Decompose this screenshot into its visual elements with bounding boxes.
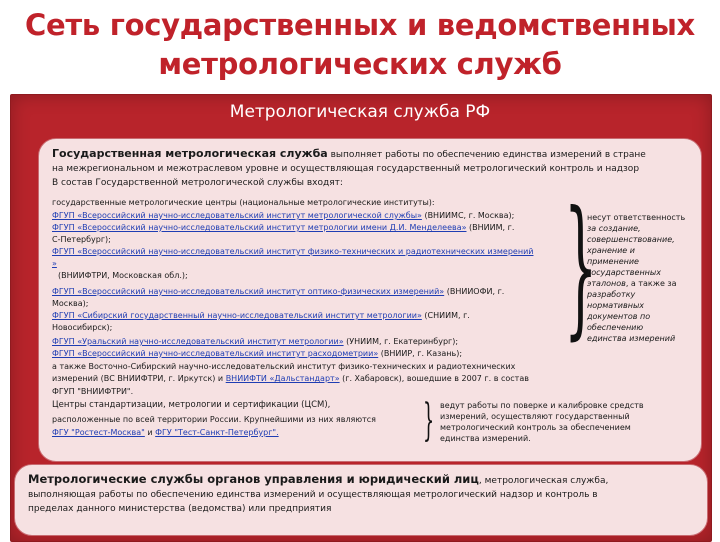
east-line3: ФГУП "ВНИИФТРИ". [52,387,134,396]
note-line: применение [587,257,639,266]
note-line: хранение и [587,246,635,255]
center-item [52,286,572,297]
rostest-link[interactable]: ФГУ "Ростест-Москва" [52,428,145,437]
csm-note-line: измерений, осуществляют государственный [440,412,630,421]
dept-service-desc1: , метрологическая служба, [478,476,609,486]
dept-service-desc2: выполняющая работы по обеспечению единства измерений и осуществляющая метрологический надзор и контроль в [28,490,598,500]
centers-intro: государственные метрологические центры (национальные метрологические институты): [52,198,435,207]
center-item [52,310,572,321]
center-item [52,336,572,347]
note-line: совершенствование, [587,235,675,244]
center-link-vniir[interactable]: ФГУП «Всероссийский научно-исследовательский институт расходометрии» [52,349,379,358]
east-line2-prefix: измерений (ВС ВНИИФТРИ, г. Иркутск) и [52,374,226,383]
center-link-uniim[interactable]: ФГУП «Уральский научно-исследовательский институт метрологии» [52,337,344,346]
state-service-heading-line [52,148,692,161]
center-suffix: (ВНИИОФИ, г. [444,287,505,296]
note-line: нормативных [587,301,644,310]
csm-and: и [144,428,156,437]
csm-links [52,427,432,438]
note-line [587,278,699,289]
center-suffix: (ВНИИР, г. Казань); [378,349,463,358]
center-suffix: (ВНИИМС, г. Москва); [421,211,515,220]
east-line2-suffix: (г. Хабаровск), вошедшие в 2007 г. в состав [339,374,529,383]
east-line1: а также Восточно-Сибирский научно-исследовательский институт физико-технических и радиотехнических [52,362,516,371]
center-suffix: (ВНИИФТРИ, Московская обл.); [58,271,188,280]
dept-service-heading-line [28,473,698,487]
center-link-vniiftri-end[interactable]: » [52,259,57,268]
state-service-heading: Государственная метрологическая служба [52,147,328,160]
center-link-vniiofi[interactable]: ФГУП «Всероссийский научно-исследовательский институт оптико-физических измерений» [52,287,445,296]
state-service-desc1: выполняет работы по обеспечению единства измерений в стране [327,150,646,160]
note-line: обеспечению [587,323,644,332]
state-service-desc2: на межрегиональном и межотраслевом уровне и осуществляющая государственный метрологический контроль и надзор [52,164,640,174]
center-link-vniims[interactable]: ФГУП «Всероссийский научно-исследовательский институт метрологической службы» [52,211,422,220]
csm-note [440,400,690,444]
center-cont: Новосибирск); [52,323,113,332]
center-cont: С-Петербург); [52,235,111,244]
center-suffix: (СНИИМ, г. [421,311,470,320]
page-title-line1: Сеть государственных и ведомственных [25,8,695,42]
note-line: за создание, [587,224,641,233]
csm-line1: Центры стандартизации, метрологии и сертификации (ЦСМ), [52,400,331,410]
note-line: государственных [587,268,661,277]
center-item [52,258,572,269]
csm-note-line: метрологический контроль за обеспечением [440,423,631,432]
dept-service-desc3: пределах данного министерства (ведомства) или предприятия [28,504,332,514]
test-spb-link[interactable]: ФГУ "Тест-Санкт-Петербург". [155,428,279,437]
dalstandart-link[interactable]: ВНИИФТИ «Дальстандарт» [225,374,340,383]
center-link-vniim[interactable]: ФГУП «Всероссийский научно-исследовательский институт метрологии имени Д.И. Менделеева» [52,223,467,232]
centers-note [587,212,699,344]
center-item [52,348,572,359]
note-line: документов по [587,312,651,321]
page-title-line2: метрологических служб [158,47,562,81]
center-item [52,210,572,221]
csm-note-line: ведут работы по поверке и калибровке средств [440,401,644,410]
center-link-vniiftri[interactable]: ФГУП «Всероссийский научно-исследовательский институт физико-технических и радиотехнических измерений [52,247,534,256]
centers-brace: } [564,180,598,354]
csm-brace: } [423,395,435,446]
center-suffix: (УНИИМ, г. Екатеринбург); [343,337,459,346]
note-line: единства измерений [587,334,676,343]
state-service-desc3: В состав Государственной метрологической службы входят: [52,178,343,188]
note-emph: эталонов [587,279,626,288]
note-line: разработку [587,290,636,299]
note-plain: , а также за [625,279,677,288]
center-cont: Москва); [52,299,89,308]
center-suffix: (ВНИИМ, г. [466,223,515,232]
center-item [52,222,572,233]
csm-note-line: единства измерений. [440,434,531,443]
panel-header: Метрологическая служба РФ [229,102,491,122]
east-line2 [52,373,612,384]
note-line: несут ответственность [587,213,686,222]
dept-service-heading: Метрологические службы органов управления и юридический лиц [28,472,479,486]
page-title [0,6,720,84]
center-link-sniim[interactable]: ФГУП «Сибирский государственный научно-исследовательский институт метрологии» [52,311,422,320]
center-item [52,246,572,257]
csm-line2: расположенные по всей территории России. Крупнейшими из них являются [52,415,376,424]
